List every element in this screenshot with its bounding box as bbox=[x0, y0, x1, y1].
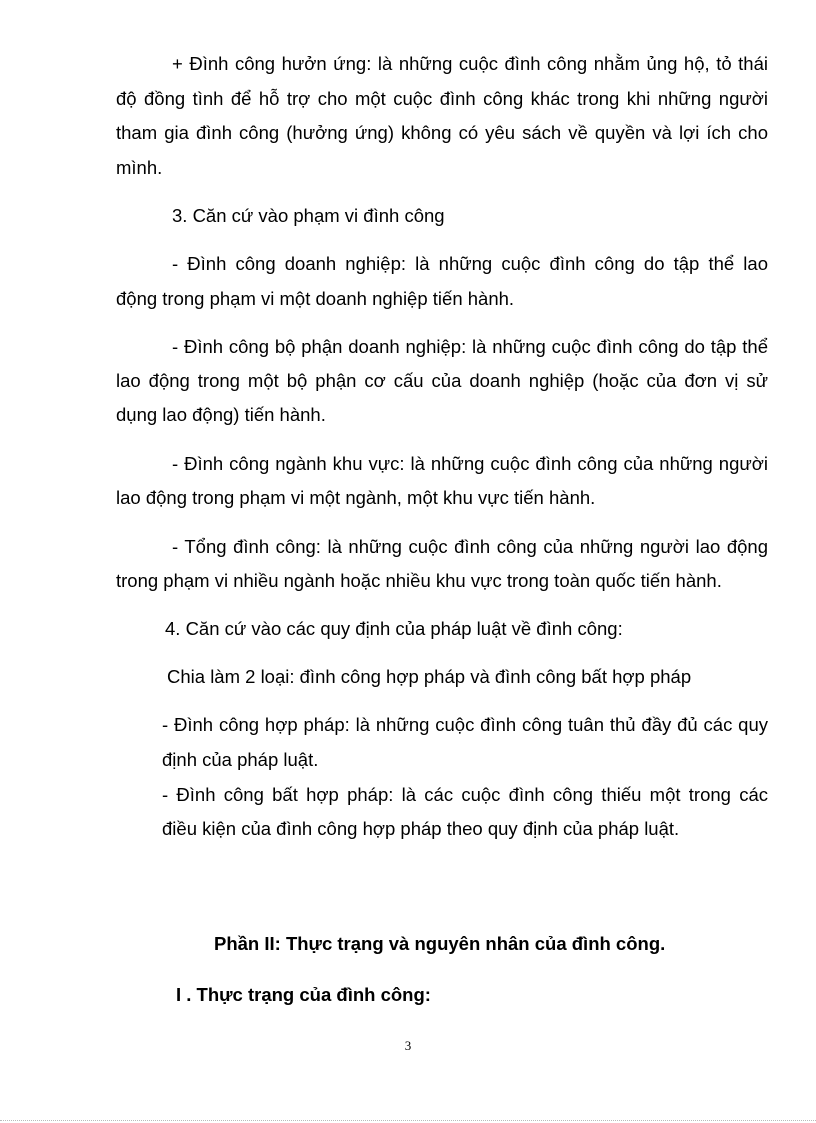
numbered-item: 3. Căn cứ vào phạm vi đình công bbox=[172, 205, 445, 226]
paragraph-line: - Đình công ngành khu vực: là những cuộc đình công của những người bbox=[172, 453, 768, 474]
section-heading: Phần II: Thực trạng và nguyên nhân của đình công. bbox=[214, 933, 666, 954]
paragraph-line: động trong phạm vi một doanh nghiệp tiến hành. bbox=[116, 288, 515, 309]
paragraph-line: Chia làm 2 loại: đình công hợp pháp và đình công bất hợp pháp bbox=[167, 666, 692, 687]
paragraph-line: tham gia đình công (hưởng ứng) không có yêu sách về quyền và lợi ích cho bbox=[116, 122, 768, 143]
paragraph-line: - Tổng đình công: là những cuộc đình công của những người lao động bbox=[172, 536, 768, 557]
paragraph-line: điều kiện của đình công hợp pháp theo quy định của pháp luật. bbox=[162, 818, 680, 839]
page-bottom-border bbox=[0, 1120, 816, 1121]
paragraph-line: độ đồng tình để hỗ trợ cho một cuộc đình công khác trong khi những người bbox=[116, 88, 768, 109]
paragraph-line: dụng lao động) tiến hành. bbox=[116, 404, 326, 425]
paragraph-line: - Đình công bộ phận doanh nghiệp: là những cuộc đình công do tập thể bbox=[172, 336, 768, 357]
paragraph-line: - Đình công hợp pháp: là những cuộc đình công tuân thủ đầy đủ các quy bbox=[162, 714, 768, 735]
subsection-heading: I . Thực trạng của đình công: bbox=[176, 984, 431, 1005]
paragraph-line: định của pháp luật. bbox=[162, 749, 319, 770]
numbered-item: 4. Căn cứ vào các quy định của pháp luật về đình công: bbox=[165, 618, 623, 639]
paragraph-line: lao động trong một bộ phận cơ cấu của doanh nghiệp (hoặc của đơn vị sử bbox=[116, 370, 768, 391]
paragraph-line: lao động trong phạm vi một ngành, một khu vực tiến hành. bbox=[116, 487, 596, 508]
page-number: 3 bbox=[404, 1038, 412, 1053]
paragraph-line: trong phạm vi nhiều ngành hoặc nhiều khu vực trong toàn quốc tiến hành. bbox=[116, 570, 722, 591]
paragraph-line: - Đình công bất hợp pháp: là các cuộc đình công thiếu một trong các bbox=[162, 784, 768, 805]
paragraph-line: + Đình công hưởn ứng: là những cuộc đình công nhằm ủng hộ, tỏ thái bbox=[172, 53, 768, 74]
paragraph-line: mình. bbox=[116, 157, 163, 178]
paragraph-line: - Đình công doanh nghiệp: là những cuộc đình công do tập thể lao bbox=[172, 253, 768, 274]
